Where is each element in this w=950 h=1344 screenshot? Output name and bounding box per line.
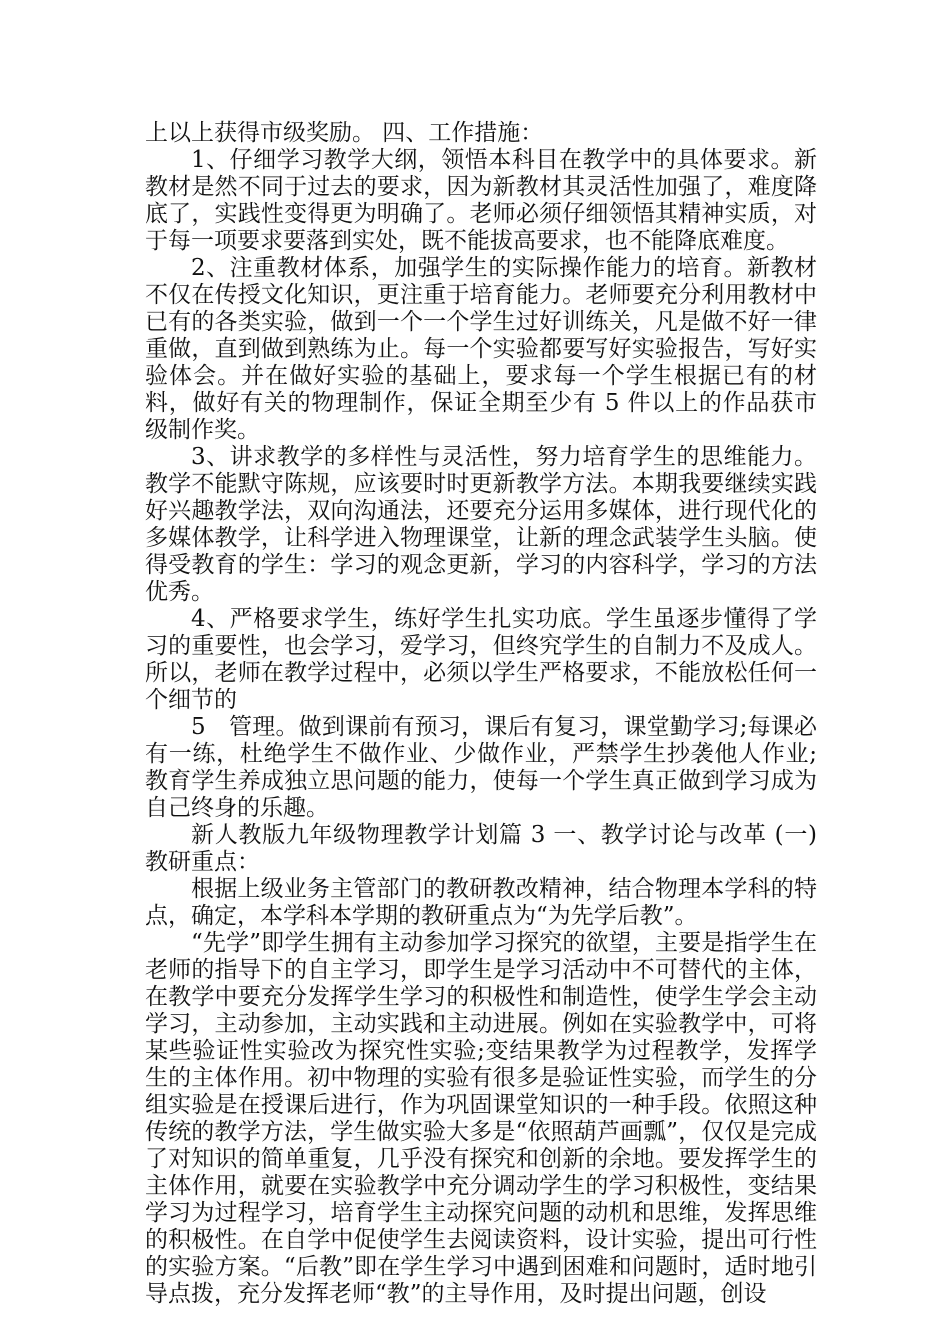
paragraph-research-focus: 根据上级业务主管部门的教研教改精神，结合物理本学科的特点，确定，本学科本学期的教研重点为“为先学后教”。	[145, 876, 817, 929]
paragraph-measure-5: 5 管理。做到课前有预习，课后有复习，课堂勤学习;每课必有一练，杜绝学生不做作业、少做作业，严禁学生抄袭他人作业;教育学生养成独立思问题的能力，使每一个学生真正做到学习成为自己终身的乐趣。	[145, 714, 817, 821]
paragraph-awards-and-measures-heading: 上以上获得市级奖励。 四、工作措施：	[145, 120, 544, 146]
paragraph-measure-1: 1、仔细学习教学大纲，领悟本科目在教学中的具体要求。新教材是然不同于过去的要求，因为新教材其灵活性加强了，难度降底了，实践性变得更为明确了。老师必须仔细领悟其精神实质，对于每一项要求要落到实处，既不能拔高要求，也不能降底难度。	[145, 147, 817, 254]
paragraph-learn-first: “先学”即学生拥有主动参加学习探究的欲望，主要是指学生在老师的指导下的自主学习，即学生是学习活动中不可替代的主体，在教学中要充分发挥学生学习的积极性和制造性，使学生学会主动学习，主动参加，主动实践和主动进展。例如在实验教学中，可将某些验证性实验改为探究性实验;变结果教学为过程教学，发挥学生的主体作用。初中物理的实验有很多是验证性实验，而学生的分组实验是在授课后进行，作为巩固课堂知识的一种手段。依照这种传统的教学方法，学生做实验大多是“依照葫芦画瓢”，仅仅是完成了对知识的简单重复，几乎没有探究和创新的余地。要发挥学生的主体作用，就要在实验教学中充分调动学生的学习积极性，变结果学习为过程学习，培育学生主动探究问题的动机和思维，发挥思维的积极性。在自学中促使学生去阅读资料，设计实验，提出可行性的实验方案。“后教”即在学生学习中遇到困难和问题时，适时地引导点拨，充分发挥老师“教”的主导作用，及时提出问题，创设	[145, 930, 817, 1307]
paragraph-measure-3: 3、讲求教学的多样性与灵活性，努力培育学生的思维能力。教学不能默守陈规，应该要时时更新教学方法。本期我要继续实践好兴趣教学法，双向沟通法，还要充分运用多媒体，进行现代化的多媒体教学，让科学进入物理课堂，让新的理念武装学生头脑。使得受教育的学生：学习的观念更新，学习的内容科学，学习的方法优秀。	[145, 444, 817, 605]
paragraph-measure-2: 2、注重教材体系，加强学生的实际操作能力的培育。新教材不仅在传授文化知识，更注重于培育能力。老师要充分利用教材中已有的各类实验，做到一个一个学生过好训练关，凡是做不好一律重做，直到做到熟练为止。每一个实验都要写好实验报告，写好实验体会。并在做好实验的基础上，要求每一个学生根据已有的材料，做好有关的物理制作，保证全期至少有 5 件以上的作品获市级制作奖。	[145, 255, 817, 443]
paragraph-plan-3-heading: 新人教版九年级物理教学计划篇 3 一、教学讨论与改革 (一)教研重点：	[145, 822, 817, 875]
paragraph-measure-4: 4、严格要求学生，练好学生扎实功底。学生虽逐步懂得了学习的重要性，也会学习，爱学习，但终究学生的自制力不及成人。所以，老师在教学过程中，必须以学生严格要求，不能放松任何一个细节的	[145, 606, 817, 713]
document-body	[145, 120, 817, 1308]
